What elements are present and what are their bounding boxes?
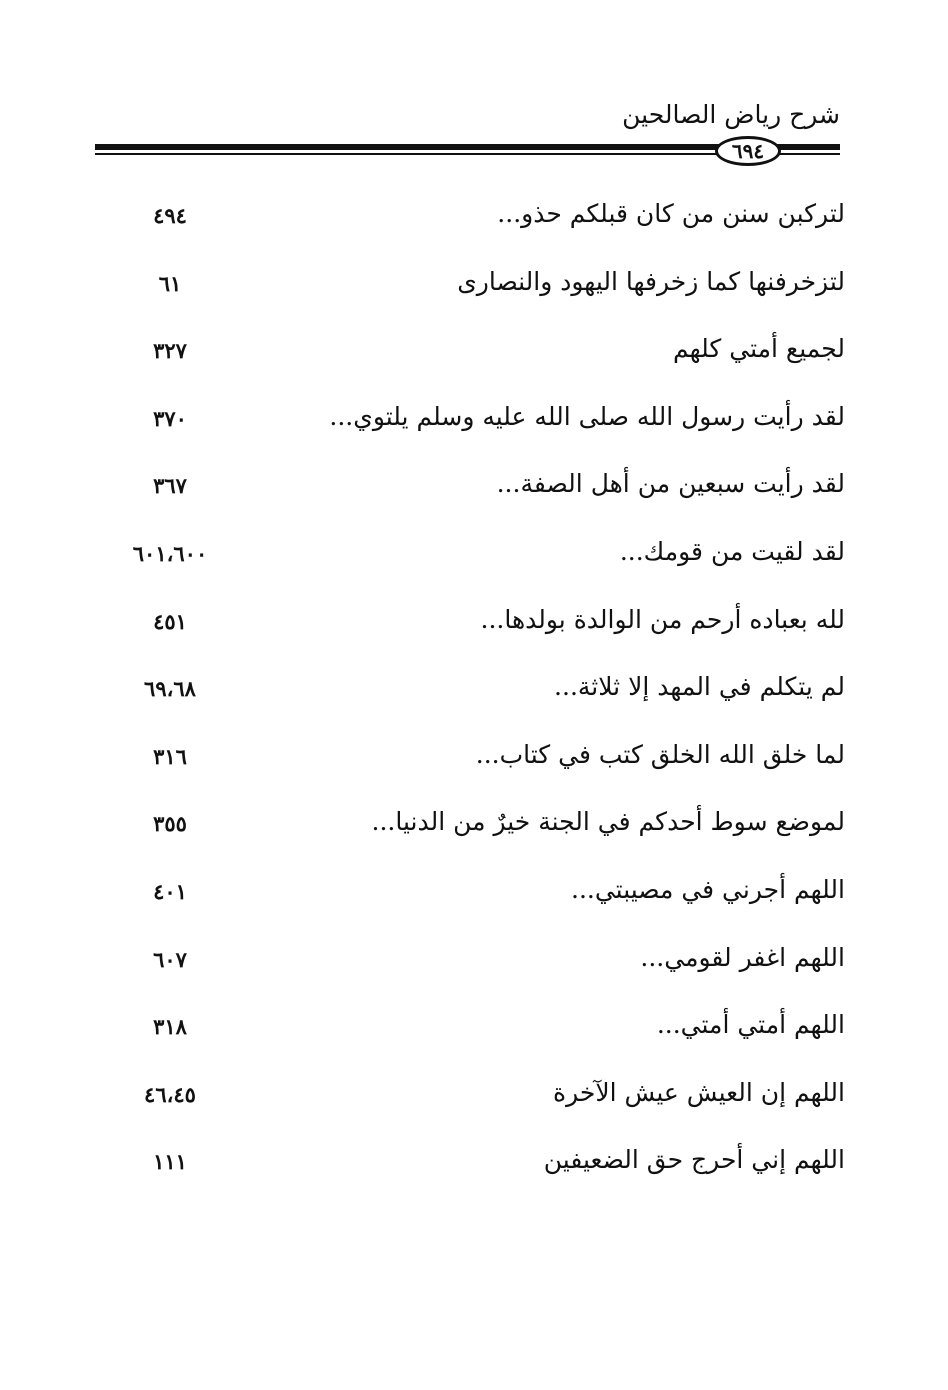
entry-text: اللهم أجرني في مصيبتي... [571,874,845,904]
index-entry [95,320,845,388]
index-entry [95,726,845,794]
index-entry [95,929,845,997]
entry-text: لم يتكلم في المهد إلا ثلاثة... [554,672,845,702]
index-entry [95,793,845,861]
entry-page-numbers: ٣١٨ [153,1014,187,1040]
entry-page-numbers: ٤٩٤ [153,203,187,228]
entry-page-numbers: ١١١ [153,1149,187,1175]
entry-text: لقد رأيت سبعين من أهل الصفة... [496,469,845,499]
index-entry [95,996,845,1064]
entry-text: لقد رأيت رسول الله صلى الله عليه وسلم يلتوي... [329,401,845,431]
entry-page-numbers: ٣٥٥ [153,811,187,837]
entry-page-numbers: ٣٧٠ [153,405,187,431]
entry-page-numbers: ٦٠٧ [153,946,187,972]
entry-text: لما خلق الله الخلق كتب في كتاب... [475,739,845,769]
entry-text: اللهم إن العيش عيش الآخرة [552,1077,845,1107]
index-entry [95,388,845,456]
entry-page-numbers: ٤٥١ [153,608,187,634]
entry-page-numbers: ٣١٦ [153,743,187,769]
entry-page-numbers: ٣٦٧ [153,473,187,499]
entry-page-numbers: ٤٦،٤٥ [144,1081,196,1107]
entry-text: اللهم إني أحرج حق الضعيفين [543,1145,845,1175]
entry-page-numbers: ٦١ [158,270,182,296]
index-entry [95,185,845,253]
entry-text: اللهم اغفر لقومي... [640,942,845,972]
entry-page-numbers: ٤٠١ [153,878,187,904]
index-entry [95,455,845,523]
entry-text: لتزخرفنها كما زخرفها اليهود والنصارى [457,266,845,296]
page-header [95,92,840,162]
index-entry [95,591,845,659]
entry-page-numbers: ٦٩،٦٨ [144,676,196,702]
entry-text: لله بعباده أرحم من الوالدة بولدها... [480,604,845,634]
book-title: شرح رياض الصالحين [622,100,840,129]
entry-text: لجميع أمتي كلهم [672,334,845,364]
index-entry [95,861,845,929]
entry-text: لموضع سوط أحدكم في الجنة خيرٌ من الدنيا... [371,807,845,837]
index-entry [95,1131,845,1199]
index-entry [95,523,845,591]
entry-text: اللهم أمتي أمتي... [656,1010,845,1040]
entry-text: لتركبن سنن من كان قبلكم حذو... [497,199,845,228]
entry-page-numbers: ٦٠١،٦٠٠ [132,540,208,566]
index-entry [95,253,845,321]
page-number-badge [715,136,781,166]
index-entry [95,658,845,726]
entry-text: لقد لقيت من قومك... [619,536,845,566]
page-number: ٦٩٤ [731,139,765,163]
hadith-index-list [95,185,845,1199]
index-entry [95,1064,845,1132]
entry-page-numbers: ٣٢٧ [153,338,187,364]
